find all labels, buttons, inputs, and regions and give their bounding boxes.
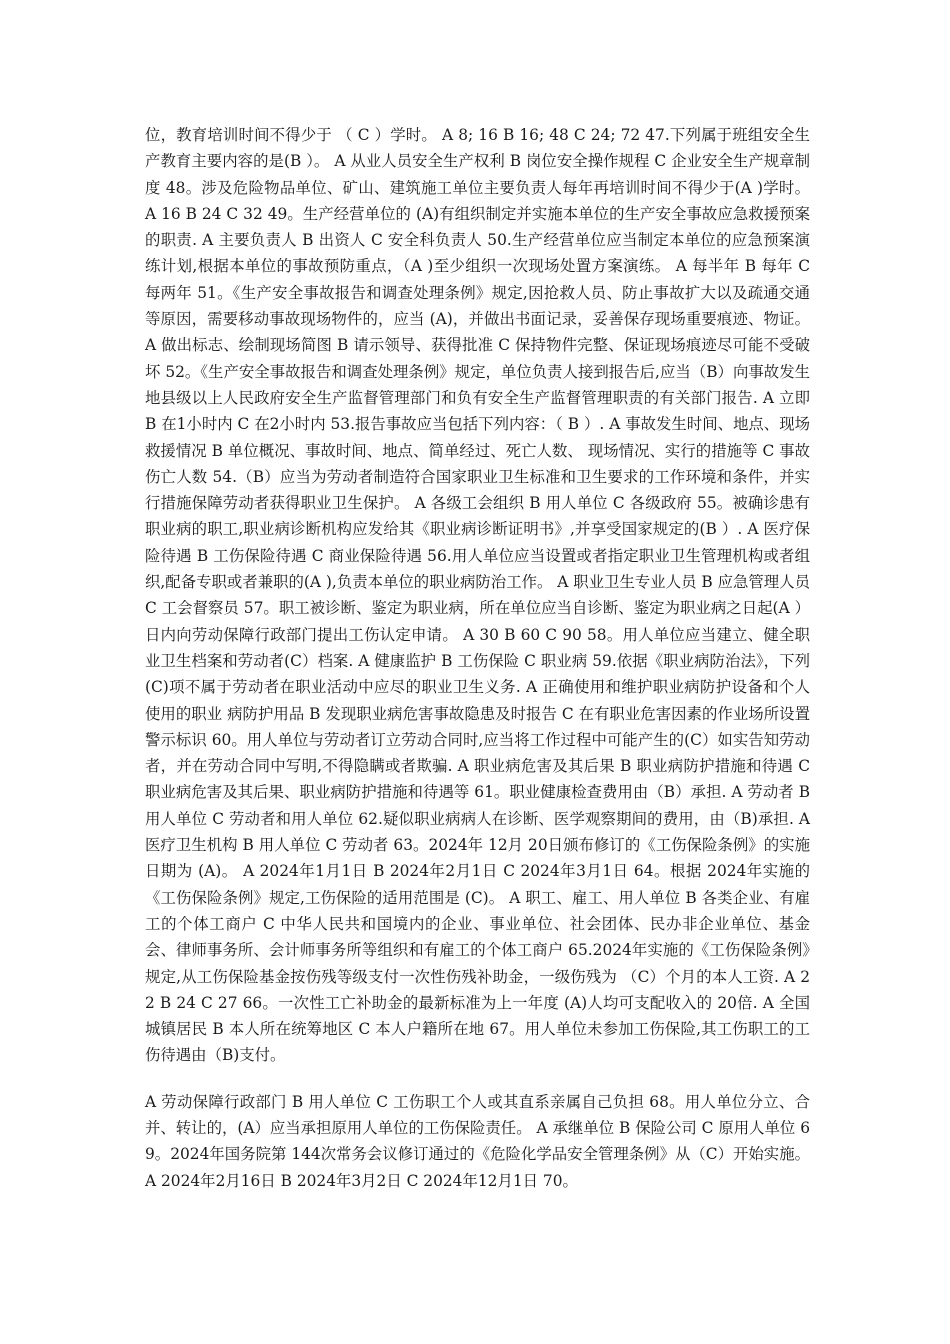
- paragraph-2: A 劳动保障行政部门 B 用人单位 C 工伤职工个人或其直系亲属自己负担 68。用人单位分立、合并、转让的，(A）应当承担原用人单位的工伤保险责任。 A 承继单位 B 保险公司 C 原用人单位 69。2024年国务院第 144次常务会议修订通过的《危险化学品安全管理条例》从（C）开始实施。 A 2024年2月16日 B 2024年3月2日 C 2024年12月1日 70。: [145, 1092, 810, 1190]
- document-body: [145, 122, 810, 1194]
- paragraph-1: 位，教育培训时间不得少于 （ C ）学时。 A 8; 16 B 16; 48 C 24; 72 47.下列属于班组安全生产教育主要内容的是(B ）。 A 从业人员安全生产权利 B 岗位安全操作规程 C 企业安全生产规章制度 48。涉及危险物品单位、矿山、建筑施工单位主要负责人每年再培训时间不得少于(A )学时。 A 16 B 24 C 32 49。生产经营单位的 (A)有组织制定并实施本单位的生产安全事故应急救援预案的职责. A 主要负责人 B 出资人 C 安全科负责人 50.生产经营单位应当制定本单位的应急预案演练计划,根据本单位的事故预防重点，（A )至少组织一次现场处置方案演练。 A 每半年 B 每年 C 每两年 51。《生产安全事故报告和调查处理条例》规定,因抢救人员、防止事故扩大以及疏通交通等原因，需要移动事故现场物件的，应当 (A)，并做出书面记录，妥善保存现场重要痕迹、物证。 A 做出标志、绘制现场简图 B 请示领导、获得批准 C 保持物件完整、保证现场痕迹尽可能不受破坏 52。《生产安全事故报告和调查处理条例》规定，单位负责人接到报告后,应当（B）向事故发生地县级以上人民政府安全生产监督管理部门和负有安全生产监督管理职责的有关部门报告. A 立即 B 在1小时内 C 在2小时内 53.报告事故应当包括下列内容：（ B ）. A 事故发生时间、地点、现场救援情况 B 单位概况、事故时间、地点、简单经过、死亡人数、 现场情况、实行的措施等 C 事故伤亡人数 54.（B）应当为劳动者制造符合国家职业卫生标准和卫生要求的工作环境和条件，并实行措施保障劳动者获得职业卫生保护。 A 各级工会组织 B 用人单位 C 各级政府 55。被确诊患有职业病的职工,职业病诊断机构应发给其《职业病诊断证明书》,并享受国家规定的(B ）. A 医疗保险待遇 B 工伤保险待遇 C 商业保险待遇 56.用人单位应当设置或者指定职业卫生管理机构或者组织,配备专职或者兼职的(A ),负责本单位的职业病防治工作。 A 职业卫生专业人员 B 应急管理人员 C 工会督察员 57。职工被诊断、鉴定为职业病，所在单位应当自诊断、鉴定为职业病之日起(A ）日内向劳动保障行政部门提出工伤认定申请。 A 30 B 60 C 90 58。用人单位应当建立、健全职业卫生档案和劳动者(C）档案. A 健康监护 B 工伤保险 C 职业病 59.依据《职业病防治法》，下列(C)项不属于劳动者在职业活动中应尽的职业卫生义务. A 正确使用和维护职业病防护设备和个人使用的职业 病防护用品 B 发现职业病危害事故隐患及时报告 C 在有职业危害因素的作业场所设置警示标识 60。用人单位与劳动者订立劳动合同时,应当将工作过程中可能产生的(C）如实告知劳动者，并在劳动合同中写明,不得隐瞒或者欺骗. A 职业病危害及其后果 B 职业病防护措施和待遇 C 职业病危害及其后果、职业病防护措施和待遇等 61。职业健康检查费用由（B）承担. A 劳动者 B 用人单位 C 劳动者和用人单位 62.疑似职业病病人在诊断、医学观察期间的费用，由（B)承担. A 医疗卫生机构 B 用人单位 C 劳动者 63。2024年 12月 20日颁布修订的《工伤保险条例》的实施日期为 (A)。 A 2024年1月1日 B 2024年2月1日 C 2024年3月1日 64。根据 2024年实施的《工伤保险条例》规定,工伤保险的适用范围是 (C)。 A 职工、雇工、用人单位 B 各类企业、有雇工的个体工商户 C 中华人民共和国境内的企业、事业单位、社会团体、民办非企业单位、基金会、律师事务所、会计师事务所等组织和有雇工的个体工商户 65.2024年实施的《工伤保险条例》规定,从工伤保险基金按伤残等级支付一次性伤残补助金，一级伤残为 （C）个月的本人工资. A 22 B 24 C 27 66。一次性工亡补助金的最新标准为上一年度 (A)人均可支配收入的 20倍. A 全国城镇居民 B 本人所在统筹地区 C 本人户籍所在地 67。用人单位未参加工伤保险,其工伤职工的工伤待遇由（B)支付。: [145, 126, 811, 1065]
